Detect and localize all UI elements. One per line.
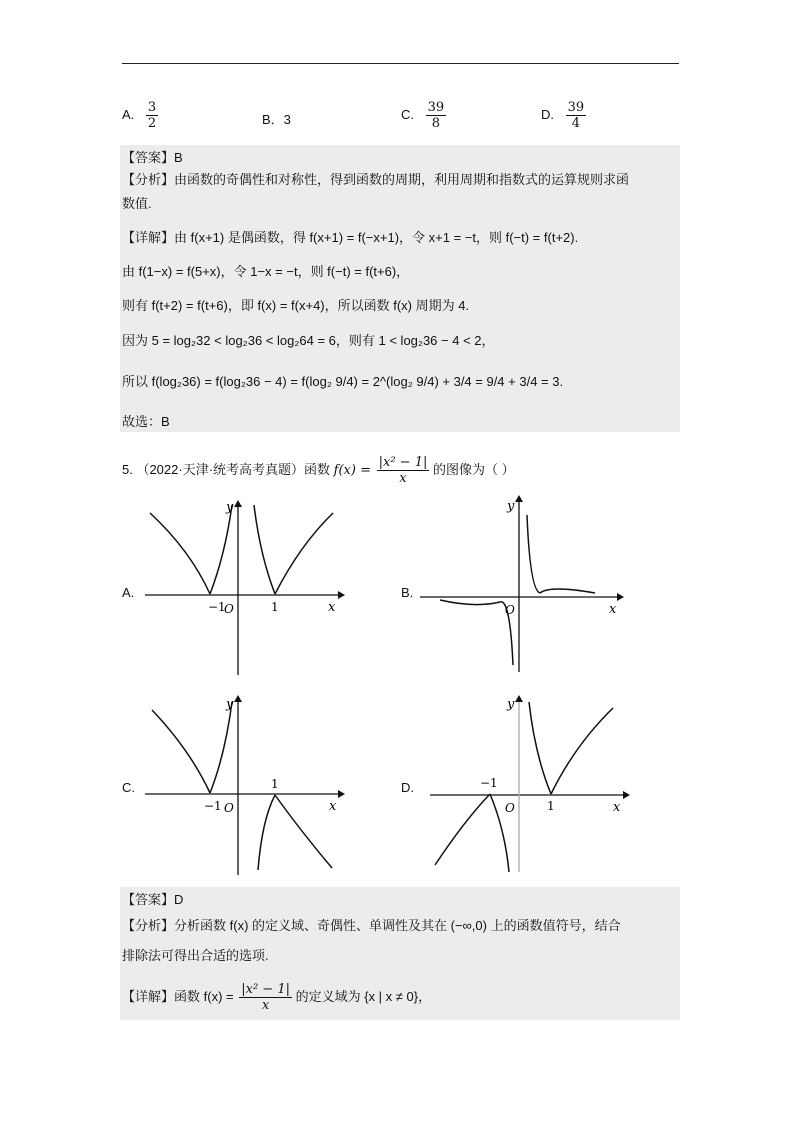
graph-d-pos-label: 1 [547, 799, 555, 813]
graph-b-curve-left [440, 600, 500, 605]
analysis-text-2: 分析函数 f(x) 的定义域、奇偶性、单调性及其在 (−∞,0) 上的函数值符号，结合 [174, 918, 621, 933]
detail-tag-2: 【详解】 [122, 988, 175, 1004]
solution-1-detail-line2: 由 f(1−x) = f(5+x)，令 1−x = −t，则 f(−t) = f(t+6)， [122, 264, 410, 279]
option-a-num: 3 [147, 100, 157, 115]
graph-c-letter: C. [122, 780, 135, 795]
graph-a-curve-left [150, 513, 210, 594]
graph-a-pos-label: 1 [271, 600, 279, 614]
graph-a-curve-mid-right [254, 505, 275, 594]
graph-a-curve-right [275, 513, 333, 594]
graph-c-curve-mid-right [258, 795, 275, 870]
graph-d-curve-right [551, 708, 613, 794]
graph-a [140, 495, 345, 680]
graph-b-x-arrow [617, 593, 624, 601]
header-rule [122, 63, 679, 64]
option-a [122, 100, 158, 131]
graph-d-curve-mid-right [529, 702, 551, 794]
option-b [262, 109, 291, 128]
graph-c-neg-label: −1 [204, 799, 222, 813]
question-5-den: x [399, 471, 407, 486]
option-a-fraction [146, 100, 158, 131]
graph-b-x-label: x [609, 602, 617, 617]
detail-num-2: |x² − 1| [241, 982, 290, 997]
option-d-fraction [566, 100, 587, 131]
graph-a-x-arrow [338, 591, 345, 599]
option-a-den: 2 [147, 116, 157, 131]
solution-1-answer: 【答案】B [122, 150, 183, 165]
detail-tag: 【详解】 [122, 230, 175, 245]
graph-d-neg-label: −1 [480, 776, 498, 790]
solution-1-detail-line4: 因为 5 = log₂32 < log₂36 < log₂64 = 6，则有 1 < log₂36 − 4 < 2， [122, 333, 495, 348]
graph-c-y-label: y [226, 697, 234, 712]
graph-c-x-arrow [338, 790, 345, 798]
graph-d-letter: D. [401, 780, 414, 795]
solution-1-detail-line1 [122, 229, 578, 247]
option-b-text: B．3 [262, 112, 291, 127]
solution-1-choose: 故选：B [122, 414, 170, 429]
detail-fraction-2 [239, 982, 292, 1013]
solution-2-analysis-line1 [122, 917, 621, 935]
graph-d-y-label: y [507, 697, 515, 712]
graph-a-curve-mid-left [210, 505, 232, 594]
question-5-prefix: 5. （2022·天津·统考高考真题）函数 [122, 461, 331, 477]
solution-2-detail [122, 982, 431, 1013]
solution-1-detail-line5: 所以 f(log₂36) = f(log₂36 − 4) = f(log₂ 9/4) = 2^(log₂ 9/4) + 3/4 = 9/4 + 3/4 = 3. [122, 374, 564, 389]
option-c-letter: C. [401, 106, 414, 122]
graph-a-y-label: y [226, 500, 234, 515]
graph-d-y-arrow [515, 695, 523, 702]
solution-1-analysis-line2: 数值. [122, 196, 152, 211]
solution-2-answer: 【答案】D [122, 892, 184, 907]
graph-c-origin: O [224, 801, 234, 815]
detail-den-2: x [261, 998, 270, 1013]
option-d [541, 100, 586, 131]
graph-d-curve-left [435, 794, 490, 865]
question-5-func: f(x) = [333, 462, 371, 478]
detail-line1-text: 由 f(x+1) 是偶函数，得 f(x+1) = f(−x+1)，令 x+1 = −t，则 f(−t) = f(t+2). [174, 230, 579, 245]
graph-a-y-arrow [234, 500, 242, 507]
option-c-num: 39 [427, 100, 445, 115]
option-d-letter: D. [541, 106, 554, 122]
graph-c [140, 690, 345, 880]
option-c [401, 100, 446, 131]
solution-1-detail-line3: 则有 f(t+2) = f(t+6)，即 f(x) = f(x+4)，所以函数 f(x) 周期为 4. [122, 298, 470, 313]
graph-d-origin: O [505, 801, 515, 815]
graph-d-x-label: x [613, 800, 621, 815]
graph-d-x-arrow [623, 791, 630, 799]
question-5-num: |x² − 1| [378, 455, 428, 470]
graph-b-curve-right-drop [527, 515, 540, 593]
graph-d [425, 690, 630, 875]
graph-b-y-label: y [507, 499, 515, 514]
graph-c-curve-left [152, 710, 210, 793]
graph-b-origin: O [505, 603, 515, 617]
option-d-num: 39 [567, 100, 585, 115]
graph-a-x-label: x [328, 600, 336, 615]
question-5-suffix: 的图像为（ ） [432, 461, 515, 477]
detail-suffix-2: 的定义域为 {x | x ≠ 0}， [295, 988, 432, 1004]
graph-b-y-arrow [515, 495, 523, 502]
question-5 [122, 455, 515, 486]
option-d-den: 4 [571, 116, 581, 131]
question-5-fraction [377, 455, 430, 486]
graph-c-curve-mid-left [210, 702, 232, 793]
analysis-tag: 【分析】 [122, 172, 175, 187]
graph-b-letter: B. [401, 585, 414, 600]
graph-b [415, 490, 625, 675]
detail-prefix-2: 函数 f(x) = [174, 988, 234, 1004]
solution-2-analysis-line2: 排除法可得出合适的选项. [122, 948, 269, 963]
option-c-fraction [426, 100, 447, 131]
option-c-den: 8 [431, 116, 441, 131]
graph-c-curve-right [275, 795, 332, 868]
graph-a-letter: A. [122, 585, 135, 600]
graph-a-neg-label: −1 [208, 600, 226, 614]
graph-c-x-label: x [329, 799, 337, 814]
analysis-text: 由函数的奇偶性和对称性，得到函数的周期，利用周期和指数式的运算规则求函 [174, 172, 630, 187]
option-a-letter: A. [122, 106, 135, 122]
analysis-tag-2: 【分析】 [122, 918, 175, 933]
graph-c-pos-label: 1 [271, 777, 279, 791]
graph-b-curve-right [540, 589, 595, 593]
graph-c-y-arrow [234, 695, 242, 702]
solution-1-analysis-line1 [122, 171, 629, 189]
graph-a-origin: O [224, 602, 234, 616]
